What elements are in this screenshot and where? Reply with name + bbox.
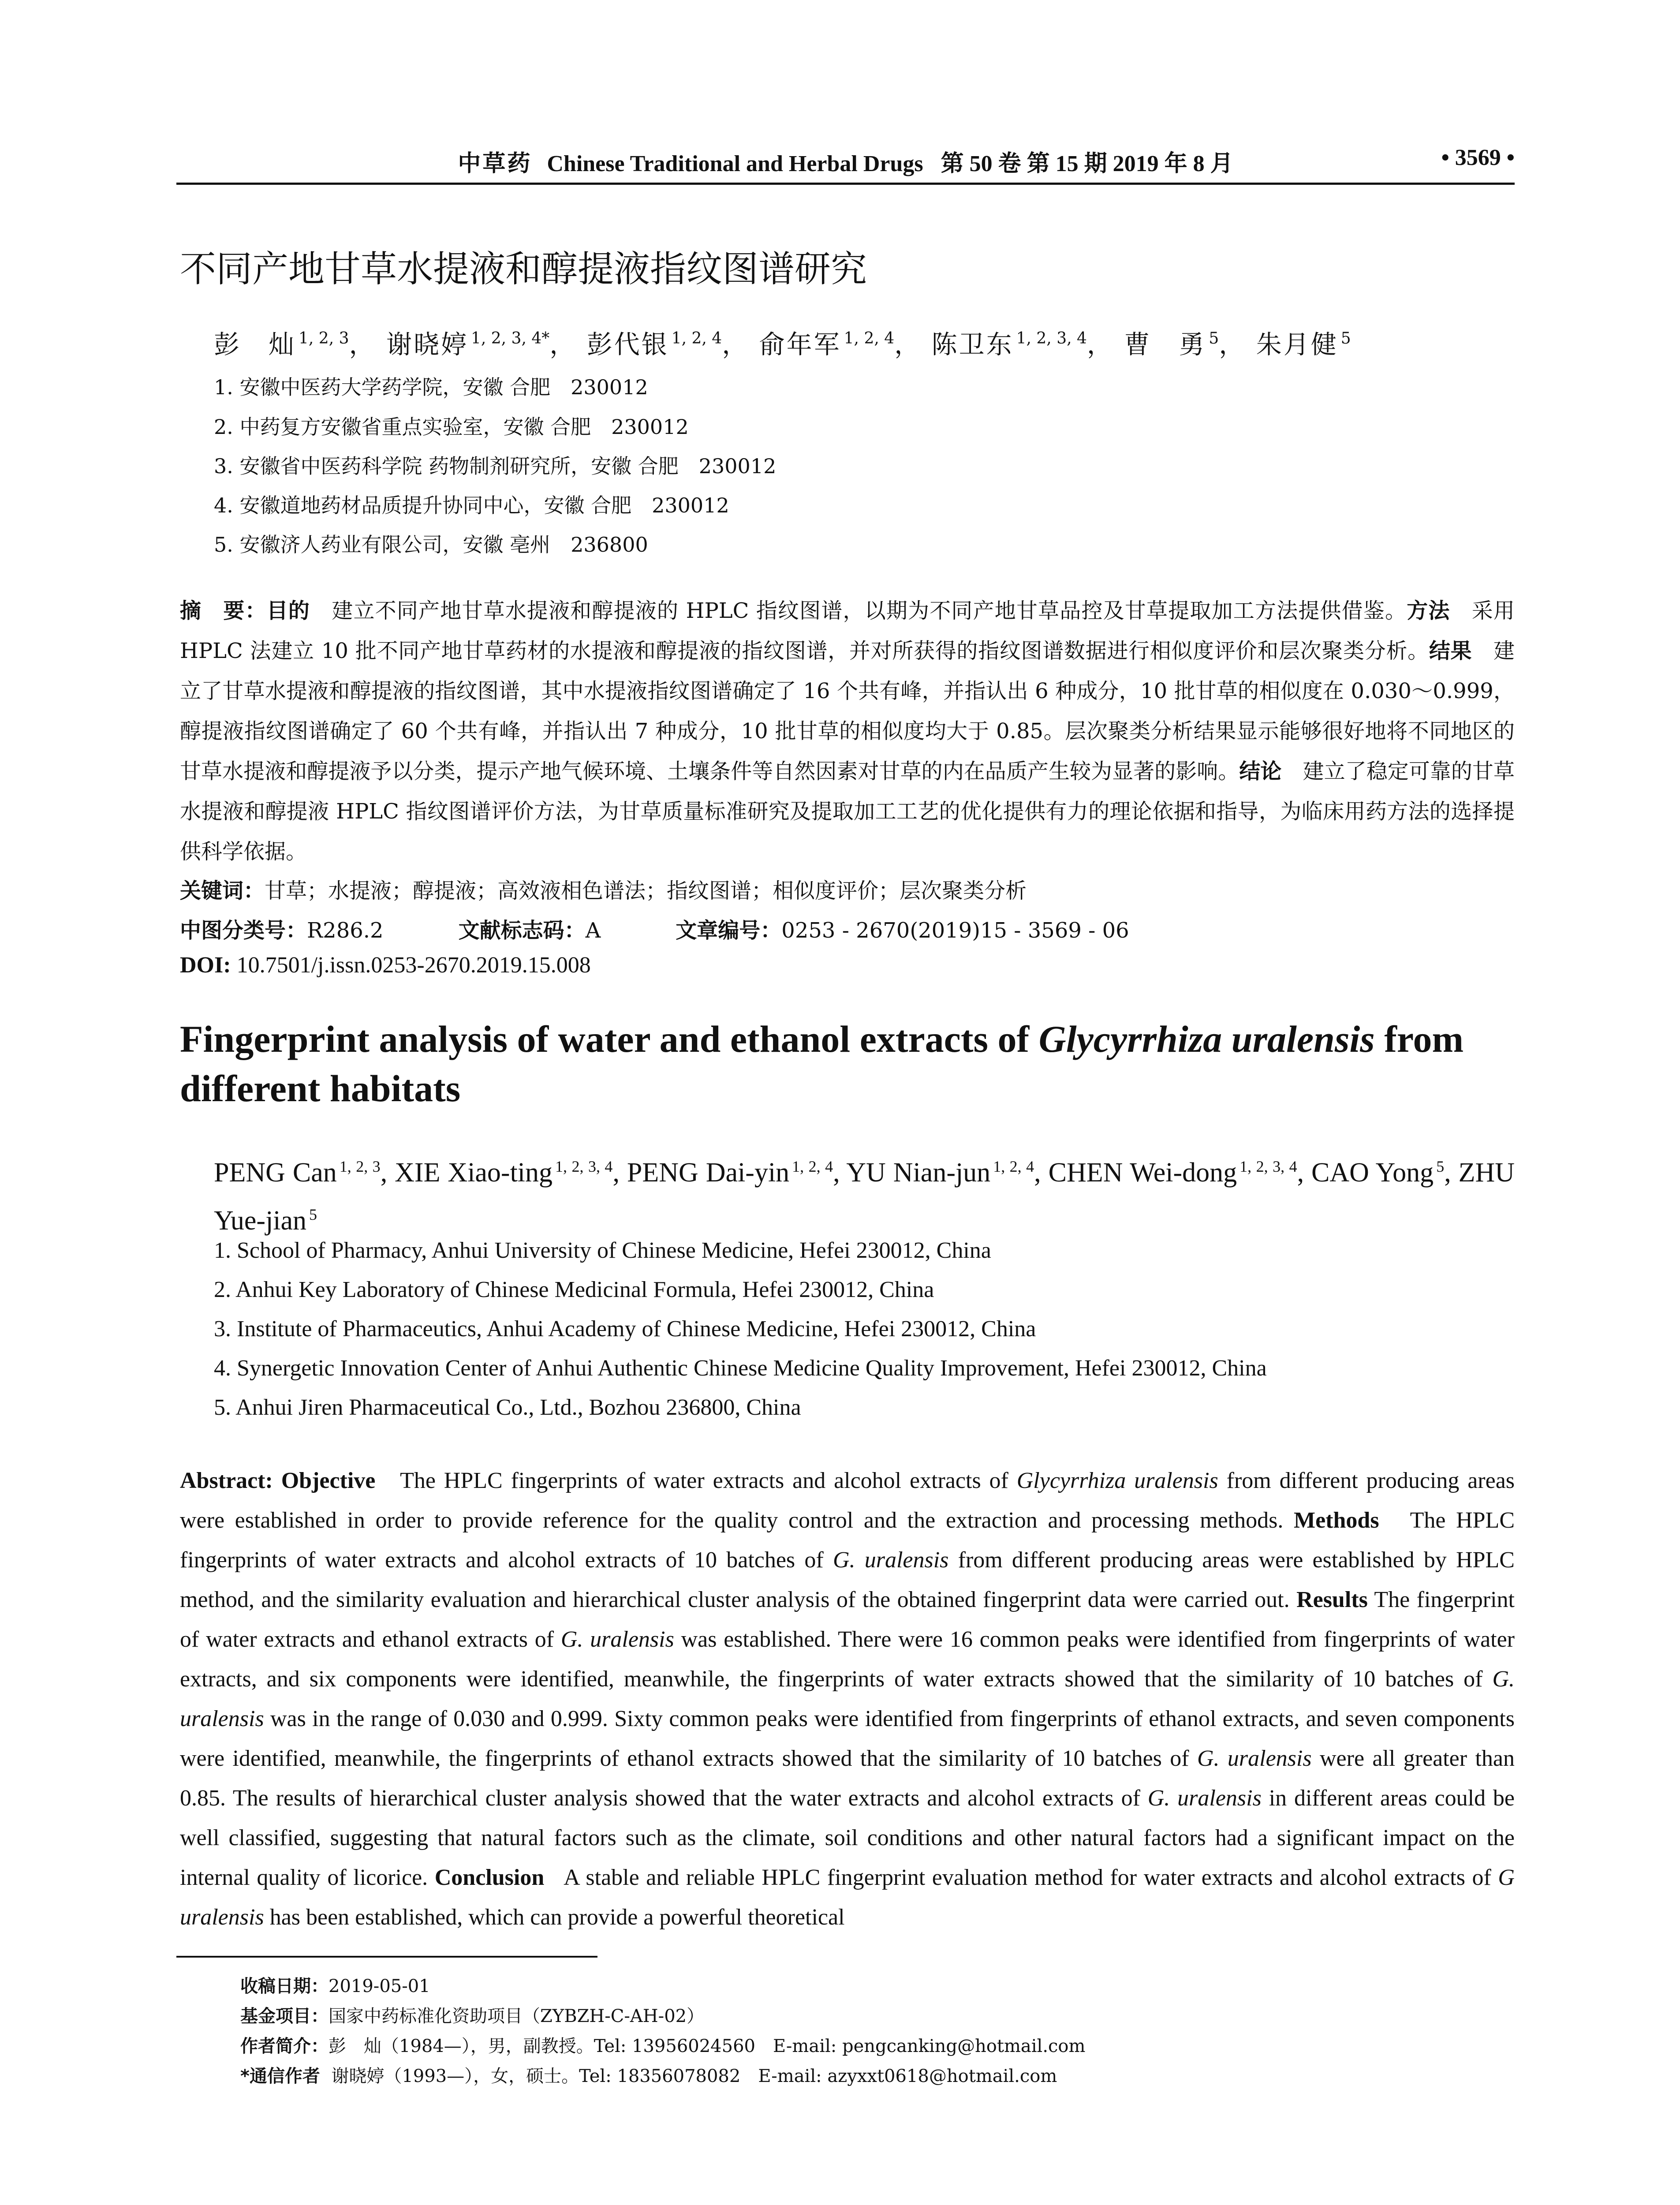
received-date: 2019-05-01 bbox=[329, 1976, 430, 1996]
footnote-divider bbox=[176, 1956, 597, 1958]
abstract-text: in different areas could be well classified, suggesting that natural factors such as the climate, soil conditions and other natural factors had a significant impact on the internal quality of licorice. bbox=[180, 1786, 1515, 1890]
bio-text: 彭 灿（1984—），男，副教授。Tel: 13956024560 E-mail: pengcanking@hotmail.com bbox=[329, 2036, 1086, 2056]
abstract-text: from different producing areas were established in order to provide reference for the quality control and the extraction and processing methods. bbox=[180, 1468, 1515, 1533]
doc-code-label: 文献标志码： bbox=[458, 918, 586, 943]
english-title bbox=[180, 1014, 1515, 1113]
author-name: 曹 勇 bbox=[1124, 329, 1206, 359]
english-affiliation: 5. Anhui Jiren Pharmaceutical Co., Ltd., Bozhou 236800, China bbox=[214, 1395, 801, 1420]
clc-label: 中图分类号： bbox=[180, 918, 307, 943]
fund-label: 基金项目： bbox=[240, 2006, 329, 2026]
abstract-text: The fingerprint of water extracts and ethanol extracts of bbox=[180, 1587, 1515, 1652]
author-affiliation-mark: 1, 2, 3, 4* bbox=[470, 329, 550, 348]
abstract-label: Abstract: bbox=[180, 1468, 273, 1493]
species-name: G uralensis bbox=[180, 1865, 1515, 1930]
abstract-text: A stable and reliable HPLC fingerprint evaluation method for water extracts and alcohol extracts of bbox=[564, 1865, 1498, 1890]
doc-code-value: A bbox=[585, 918, 601, 943]
author-name: 彭代银 bbox=[586, 329, 669, 359]
author-name: 俞年军 bbox=[759, 329, 841, 359]
fund-text: 国家中药标准化资助项目（ZYBZH-C-AH-02） bbox=[329, 2006, 705, 2026]
author-affiliation-mark: 5 bbox=[1209, 329, 1219, 348]
author-affiliation-mark: 1, 2, 3, 4 bbox=[555, 1158, 613, 1175]
corresponding-text: 谢晓婷（1993—），女，硕士。Tel: 18356078082 E-mail: azyxxt0618@hotmail.com bbox=[331, 2066, 1057, 2086]
classification-line bbox=[180, 913, 1515, 944]
author-affiliation-mark: 1, 2, 3 bbox=[339, 1158, 381, 1175]
species-name: G. uralensis bbox=[180, 1667, 1515, 1731]
running-header bbox=[176, 140, 1515, 185]
article-number-label: 文章编号： bbox=[676, 918, 782, 943]
author-name: CAO Yong bbox=[1311, 1158, 1434, 1188]
results-label: 结果 bbox=[1429, 639, 1472, 663]
issue-info: 第 50 卷 第 15 期 2019 年 8 月 bbox=[941, 151, 1233, 176]
bio-label: 作者简介： bbox=[240, 2036, 329, 2056]
abstract-text: was established. There were 16 common peaks were identified from fingerprints of water extracts, and six components were identified, meanwhile, the fingerprints of water extracts showed that the similarity of 10 batches of bbox=[180, 1627, 1515, 1692]
english-title-text: Fingerprint analysis of water and ethanol extracts of bbox=[180, 1018, 1039, 1060]
chinese-abstract bbox=[180, 591, 1515, 872]
english-affiliation: 4. Synergetic Innovation Center of Anhui Authentic Chinese Medicine Quality Improvement, Hefei 230012, China bbox=[214, 1356, 1267, 1381]
author-name: 陈卫东 bbox=[931, 329, 1014, 359]
author-affiliation-mark: 5 bbox=[1340, 329, 1351, 348]
author-name: 彭 灿 bbox=[214, 329, 296, 359]
author-affiliation-mark: 1, 2, 3, 4 bbox=[1016, 329, 1087, 348]
english-affiliation: 1. School of Pharmacy, Anhui University of Chinese Medicine, Hefei 230012, China bbox=[214, 1238, 991, 1263]
author-name: 谢晓婷 bbox=[386, 329, 468, 359]
species-name: Glycyrrhiza uralensis bbox=[1016, 1468, 1218, 1493]
doi-value: 10.7501/j.issn.0253-2670.2019.15.008 bbox=[236, 953, 591, 978]
footnotes bbox=[240, 1971, 1515, 2091]
abstract-text: was in the range of 0.030 and 0.999. Sixty common peaks were identified from fingerprints of ethanol extracts, and seven components were identified, meanwhile, the fingerprints of ethanol extracts showed that the similarity of 10 batches of bbox=[180, 1706, 1515, 1771]
keywords-label: 关键词： bbox=[180, 878, 265, 903]
keywords-line bbox=[180, 874, 1515, 904]
abstract-text: from different producing areas were established by HPLC method, and the similarity evaluation and hierarchical cluster analysis of the obtained fingerprint data were carried out. bbox=[180, 1547, 1515, 1612]
methods-text: 采用 HPLC 法建立 10 批不同产地甘草药材的水提液和醇提液的指纹图谱，并对所获得的指纹图谱数据进行相似度评价和层次聚类分析。 bbox=[180, 598, 1515, 663]
author-affiliation-mark: 1, 2, 4 bbox=[671, 329, 722, 348]
keywords: 甘草；水提液；醇提液；高效液相色谱法；指纹图谱；相似度评价；层次聚类分析 bbox=[265, 878, 1027, 903]
author-affiliation-mark: 5 bbox=[1436, 1158, 1445, 1175]
journal-name: Chinese Traditional and Herbal Drugs bbox=[547, 151, 923, 176]
conclusion-label: 结论 bbox=[1239, 759, 1282, 784]
abstract-text: has been established, which can provide a powerful theoretical bbox=[264, 1905, 845, 1930]
english-affiliation: 2. Anhui Key Laboratory of Chinese Medicinal Formula, Hefei 230012, China bbox=[214, 1277, 934, 1302]
chinese-affiliation: 1. 安徽中医药大学药学院，安徽 合肥 230012 bbox=[214, 375, 648, 399]
author-affiliation-mark: 1, 2, 4 bbox=[844, 329, 895, 348]
objective-text: 建立不同产地甘草水提液和醇提液的 HPLC 指纹图谱，以期为不同产地甘草品控及甘草提取加工方法提供借鉴。 bbox=[332, 598, 1407, 623]
english-affiliation: 3. Institute of Pharmaceutics, Anhui Academy of Chinese Medicine, Hefei 230012, China bbox=[214, 1316, 1036, 1342]
author-name: CHEN Wei-dong bbox=[1048, 1158, 1237, 1188]
conclusion-text: 建立了稳定可靠的甘草水提液和醇提液 HPLC 指纹图谱评价方法，为甘草质量标准研究及提取加工工艺的优化提供有力的理论依据和指导，为临床用药方法的选择提供科学依据。 bbox=[180, 759, 1515, 864]
abstract-text: were all greater than 0.85. The results of hierarchical cluster analysis showed that the water extracts and alcohol extracts of bbox=[180, 1746, 1515, 1811]
methods-label: 方法 bbox=[1407, 598, 1450, 623]
abstract-text: The HPLC fingerprints of water extracts and alcohol extracts of bbox=[400, 1468, 1017, 1493]
methods-label: Methods bbox=[1294, 1508, 1379, 1533]
chinese-affiliation: 3. 安徽省中医药科学院 药物制剂研究所，安徽 合肥 230012 bbox=[214, 454, 777, 478]
species-name: G. uralensis bbox=[833, 1547, 949, 1573]
conclusion-label: Conclusion bbox=[434, 1865, 545, 1890]
page-number: • 3569 • bbox=[1441, 145, 1515, 170]
chinese-authors: 彭 灿 $^{1, 2, 3}$， 谢晓婷 $^{1, 2, 3, 4*}$， 彭代银 $^{1, 2, 4}$， 俞年军 $^{1, 2, 4}$， 陈卫东 $^{1, 2, 3, 4}$， 曹 勇 $^5$， 朱月健 $^5$ bbox=[214, 329, 1351, 359]
author-affiliation-mark: 1, 2, 3, 4 bbox=[1239, 1158, 1297, 1175]
chinese-affiliation: 5. 安徽济人药业有限公司，安徽 亳州 236800 bbox=[214, 533, 648, 557]
author-name: ZHU Yue-jian bbox=[214, 1158, 1515, 1236]
english-abstract bbox=[180, 1461, 1515, 1937]
chinese-title: 不同产地甘草水提液和醇提液指纹图谱研究 bbox=[180, 248, 867, 290]
corresponding-label: *通信作者 bbox=[240, 2066, 320, 2086]
results-label: Results bbox=[1296, 1587, 1368, 1612]
objective-label: Objective bbox=[281, 1468, 376, 1493]
chinese-affiliation: 4. 安徽道地药材品质提升协同中心，安徽 合肥 230012 bbox=[214, 493, 729, 517]
footnote-fund bbox=[240, 2001, 1515, 2031]
article-number-value: 0253 - 2670(2019)15 - 3569 - 06 bbox=[781, 918, 1129, 943]
abstract-text: The HPLC fingerprints of water extracts and alcohol extracts of 10 batches of bbox=[180, 1508, 1515, 1573]
clc-value: R286.2 bbox=[307, 918, 384, 943]
author-name: PENG Dai-yin bbox=[627, 1158, 790, 1188]
received-label: 收稿日期： bbox=[240, 1976, 329, 1996]
species-name: G. uralensis bbox=[1197, 1746, 1312, 1771]
footnote-received bbox=[240, 1971, 1515, 2001]
journal-line bbox=[176, 145, 1515, 178]
author-name: PENG Can bbox=[214, 1158, 337, 1188]
results-text: 建立了甘草水提液和醇提液的指纹图谱，其中水提液指纹图谱确定了 16 个共有峰，并指认出 6 种成分，10 批甘草的相似度在 0.030～0.999，醇提液指纹图谱确定了 60 个共有峰，并指认出 7 种成分，10 批甘草的相似度均大于 0.85。层次聚类分析结果显示能够很好地将不同地区的甘草水提液和醇提液予以分类，提示产地气候环境、土壤条件等自然因素对甘草的内在品质产生较为显著的影响。 bbox=[180, 639, 1515, 784]
author-name: 朱月健 bbox=[1256, 329, 1338, 359]
footnote-author-bio bbox=[240, 2031, 1515, 2061]
doi-label: DOI: bbox=[180, 953, 231, 978]
author-affiliation-mark: 5 bbox=[309, 1206, 317, 1223]
journal-logo: 中草药 bbox=[458, 150, 532, 177]
english-authors: PENG Can $^{1, 2, 3}$, XIE Xiao-ting $^{1, 2, 3, 4}$, PENG Dai-yin $^{1, 2, 4}$, YU Nian-jun $^{1, 2, 4}$, CHEN Wei-dong $^{1, 2, 3, 4}$, CAO Yong $^5$, ZHU Yue-jian $^5$ bbox=[214, 1158, 1515, 1236]
doi-line bbox=[180, 952, 1515, 978]
species-name: G. uralensis bbox=[560, 1627, 674, 1652]
english-title-text-end: from different habitats bbox=[180, 1018, 1464, 1110]
author-name: XIE Xiao-ting bbox=[395, 1158, 553, 1188]
footnote-corresponding bbox=[240, 2061, 1515, 2091]
author-affiliation-mark: 1, 2, 3 bbox=[299, 329, 349, 348]
english-title-species: Glycyrrhiza uralensis bbox=[1038, 1018, 1375, 1060]
abstract-label: 摘 要： bbox=[180, 598, 267, 623]
species-name: G. uralensis bbox=[1147, 1786, 1262, 1811]
author-affiliation-mark: 1, 2, 4 bbox=[792, 1158, 833, 1175]
objective-label: 目的 bbox=[266, 598, 310, 623]
chinese-affiliation: 2. 中药复方安徽省重点实验室，安徽 合肥 230012 bbox=[214, 415, 689, 439]
author-affiliation-mark: 1, 2, 4 bbox=[993, 1158, 1034, 1175]
author-name: YU Nian-jun bbox=[846, 1158, 991, 1188]
